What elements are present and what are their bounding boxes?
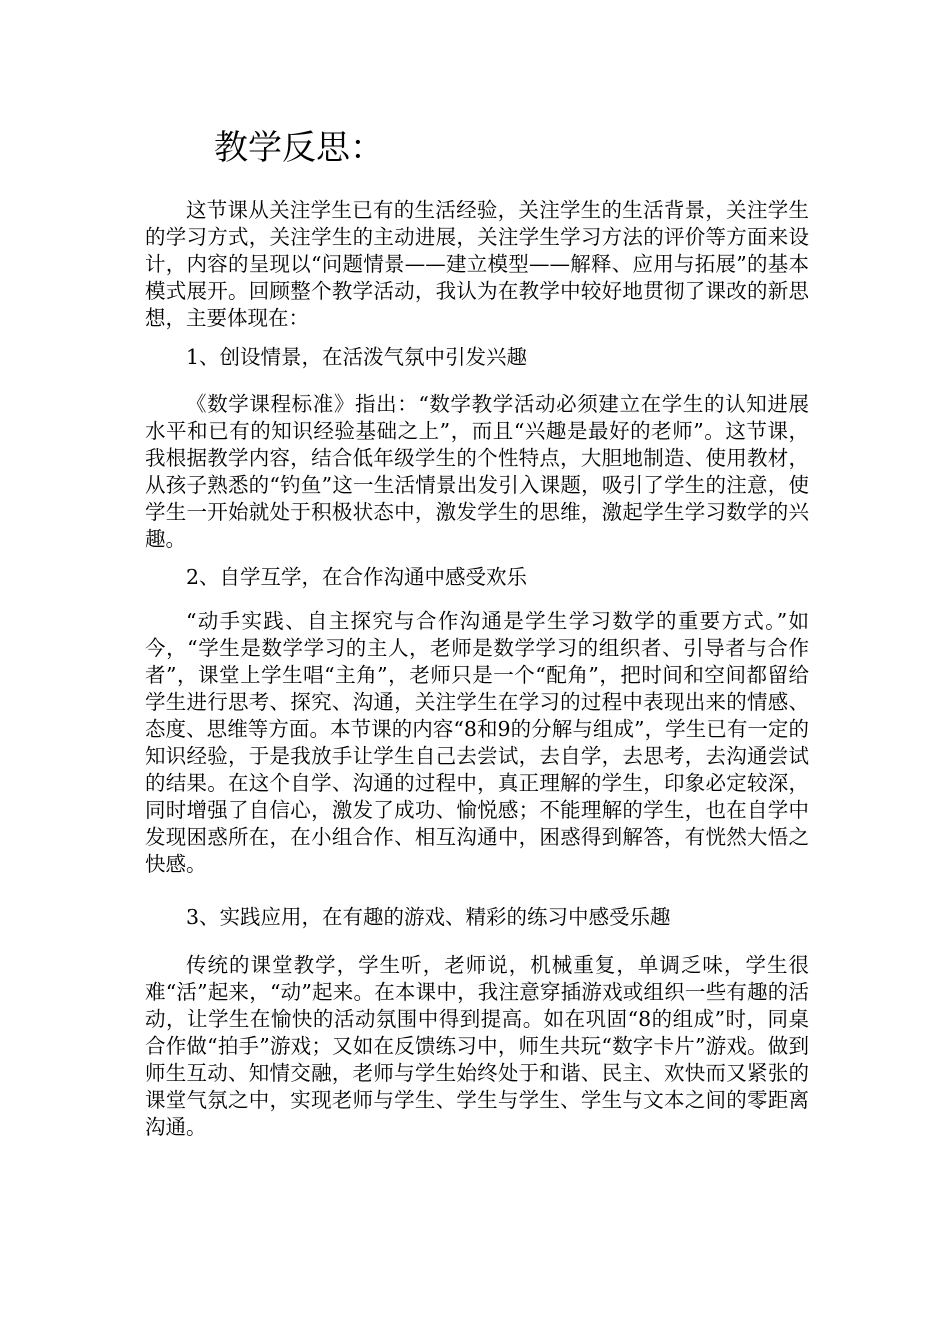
section-heading-3: 3、实践应用，在有趣的游戏、精彩的练习中感受乐趣 bbox=[186, 905, 671, 929]
intro-paragraph: 这节课从关注学生已有的生活经验，关注学生的生活背景，关注学生的学习方式，关注学生的主动进展，关注学生学习方法的评价等方面来设计，内容的呈现以“问题情景——建立模型——解释、应用与拓展”的基本模式展开。回顾整个教学活动，我认为在教学中较好地贯彻了课改的新思想，主要体现在： bbox=[145, 198, 809, 330]
section-body-2: “动手实践、自主探究与合作沟通是学生学习数学的重要方式。”如今，“学生是数学学习的主人，老师是数学学习的组织者、引导者与合作者”，课堂上学生唱“主角”，老师只是一个“配角”，把时间和空间都留给学生进行思考、探究、沟通，关注学生在学习的过程中表现出来的情感、态度、思维等方面。本节课的内容“8和9的分解与组成”，学生已有一定的知识经验，于是我放手让学生自己去尝试，去自学，去思考，去沟通尝试的结果。在这个自学、沟通的过程中，真正理解的学生，印象必定较深，同时增强了自信心，激发了成功、愉悦感；不能理解的学生，也在自学中发现困惑所在，在小组合作、相互沟通中，困惑得到解答，有恍然大悟之快感。 bbox=[145, 609, 809, 876]
section-body-1: 《数学课程标准》指出：“数学教学活动必须建立在学生的认知进展水平和已有的知识经验基础之上”，而且“兴趣是最好的老师”。这节课，我根据教学内容，结合低年级学生的个性特点，大胆地制造、使用教材，从孩子熟悉的“钓鱼”这一生活情景出发引入课题，吸引了学生的注意，使学生一开始就处于积极状态中，激发学生的思维，激起学生学习数学的兴趣。 bbox=[145, 392, 809, 551]
section-body-3: 传统的课堂教学，学生听，老师说，机械重复，单调乏味，学生很难“活”起来，“动”起来。在本课中，我注意穿插游戏或组织一些有趣的活动，让学生在愉快的活动氛围中得到提高。如在巩固“8的组成”时，同桌合作做“拍手”游戏；又如在反馈练习中，师生共玩“数字卡片”游戏。做到师生互动、知情交融，老师与学生始终处于和谐、民主、欢快而又紧张的课堂气氛之中，实现老师与学生、学生与学生、学生与文本之间的零距离沟通。 bbox=[145, 953, 809, 1139]
section-heading-2: 2、自学互学，在合作沟通中感受欢乐 bbox=[186, 565, 528, 589]
document-title: 教学反思： bbox=[214, 128, 384, 168]
section-heading-1: 1、创设情景，在活泼气氛中引发兴趣 bbox=[186, 345, 528, 369]
